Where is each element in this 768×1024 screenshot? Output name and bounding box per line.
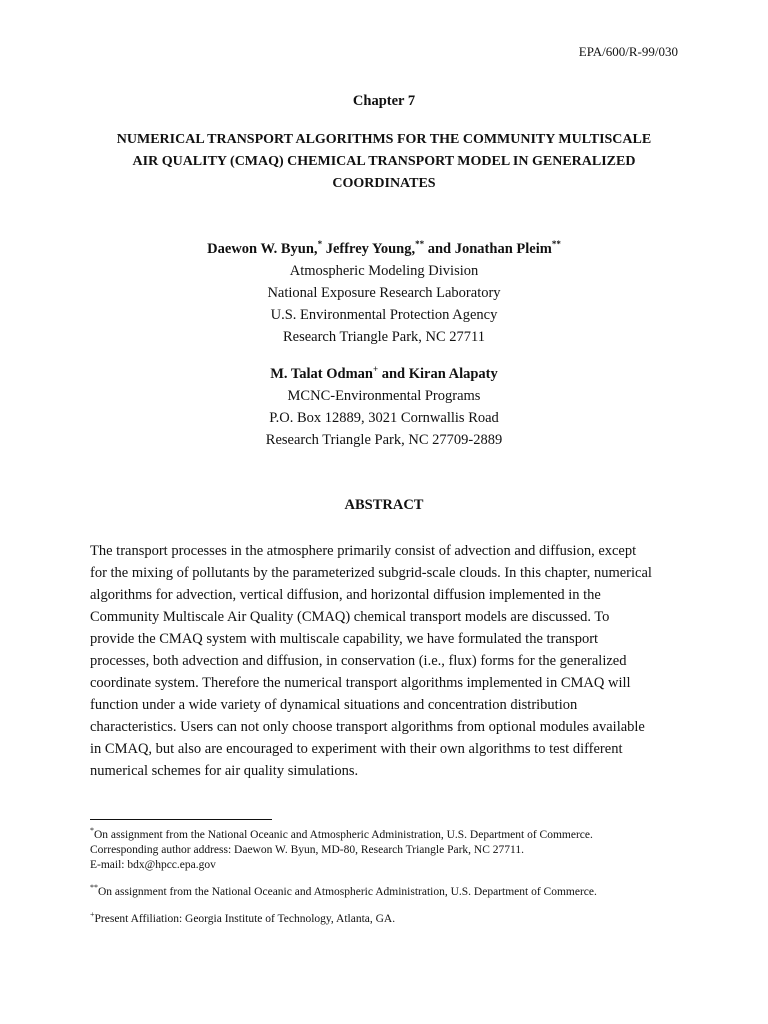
abstract-line: for the mixing of pollutants by the parameterized subgrid-scale clouds. In this chapter, numerical	[90, 565, 652, 581]
footnote-text: Present Affiliation: Georgia Institute of Technology, Atlanta, GA.	[94, 913, 396, 925]
footnote-line	[90, 912, 690, 927]
author-byun: Daewon W. Byun,	[207, 241, 318, 257]
abstract-line: The transport processes in the atmosphere primarily consist of advection and diffusion, except	[90, 543, 637, 559]
title-line: AIR QUALITY (CMAQ) CHEMICAL TRANSPORT MODEL IN GENERALIZED	[132, 154, 636, 169]
footnote-mark: *	[90, 826, 94, 835]
abstract-body	[90, 540, 690, 782]
chapter-title	[84, 129, 684, 195]
author-pleim: and Jonathan Pleim	[424, 241, 552, 257]
chapter-label: Chapter 7	[352, 93, 416, 109]
author-block-mcnc	[0, 363, 768, 451]
footnote-mark: *	[317, 239, 323, 249]
author-alapaty: and Kiran Alapaty	[378, 366, 498, 382]
footnote-line: Corresponding author address: Daewon W. Byun, MD-80, Research Triangle Park, NC 27711.	[90, 844, 524, 856]
abstract-line: processes, both advection and diffusion, in conservation (i.e., flux) forms for the generalized	[90, 653, 627, 669]
footnote-divider	[90, 819, 272, 820]
affiliation-line: Research Triangle Park, NC 27709-2889	[265, 432, 503, 448]
author-line	[0, 363, 768, 385]
affiliation-line: Atmospheric Modeling Division	[289, 263, 479, 279]
footnote-mark: +	[372, 364, 379, 374]
footnote-text: On assignment from the National Oceanic and Atmospheric Administration, U.S. Department of Commerce.	[98, 886, 597, 898]
title-line: NUMERICAL TRANSPORT ALGORITHMS FOR THE COMMUNITY MULTISCALE	[116, 132, 652, 147]
abstract-line: coordinate system. Therefore the numerical transport algorithms implemented in CMAQ will	[90, 675, 631, 691]
affiliation-line: Research Triangle Park, NC 27711	[282, 329, 486, 345]
footnote-present-affiliation	[90, 912, 690, 927]
report-number: EPA/600/R-99/030	[578, 44, 678, 59]
affiliation-line: U.S. Environmental Protection Agency	[270, 307, 498, 323]
footnote-noaa	[90, 885, 690, 900]
footnote-line	[90, 828, 690, 843]
author-line	[0, 238, 768, 260]
abstract-line: numerical schemes for air quality simulations.	[90, 763, 359, 779]
footnote-line	[90, 885, 690, 900]
footnote-mark: **	[415, 239, 425, 249]
affiliation-line: National Exposure Research Laboratory	[267, 285, 501, 301]
abstract-line: characteristics. Users can not only choose transport algorithms from optional modules available	[90, 719, 645, 735]
footnote-email: E-mail: bdx@hpcc.epa.gov	[90, 859, 216, 871]
title-line: COORDINATES	[332, 176, 436, 191]
author-block-epa	[0, 238, 768, 348]
footnote-text: On assignment from the National Oceanic and Atmospheric Administration, U.S. Department of Commerce.	[94, 829, 593, 841]
footnotes	[90, 828, 690, 939]
affiliation-line: MCNC-Environmental Programs	[287, 388, 481, 404]
footnote-mark: **	[551, 239, 561, 249]
abstract-line: in CMAQ, but also are encouraged to experiment with their own algorithms to test different	[90, 741, 623, 757]
footnote-noaa-byun	[90, 828, 690, 873]
author-odman: M. Talat Odman	[270, 366, 373, 382]
abstract-line: provide the CMAQ system with multiscale capability, we have formulated the transport	[90, 631, 599, 647]
author-young: Jeffrey Young,	[322, 241, 416, 257]
footnote-mark: **	[90, 883, 98, 892]
abstract-heading: ABSTRACT	[344, 497, 424, 513]
affiliation-line: P.O. Box 12889, 3021 Cornwallis Road	[269, 410, 499, 426]
footnote-mark: +	[90, 910, 95, 919]
abstract-line: function under a wide variety of dynamical situations and concentration distribution	[90, 697, 578, 713]
abstract-line: Community Multiscale Air Quality (CMAQ) chemical transport models are discussed. To	[90, 609, 610, 625]
abstract-line: algorithms for advection, vertical diffusion, and horizontal diffusion implemented in the	[90, 587, 601, 603]
